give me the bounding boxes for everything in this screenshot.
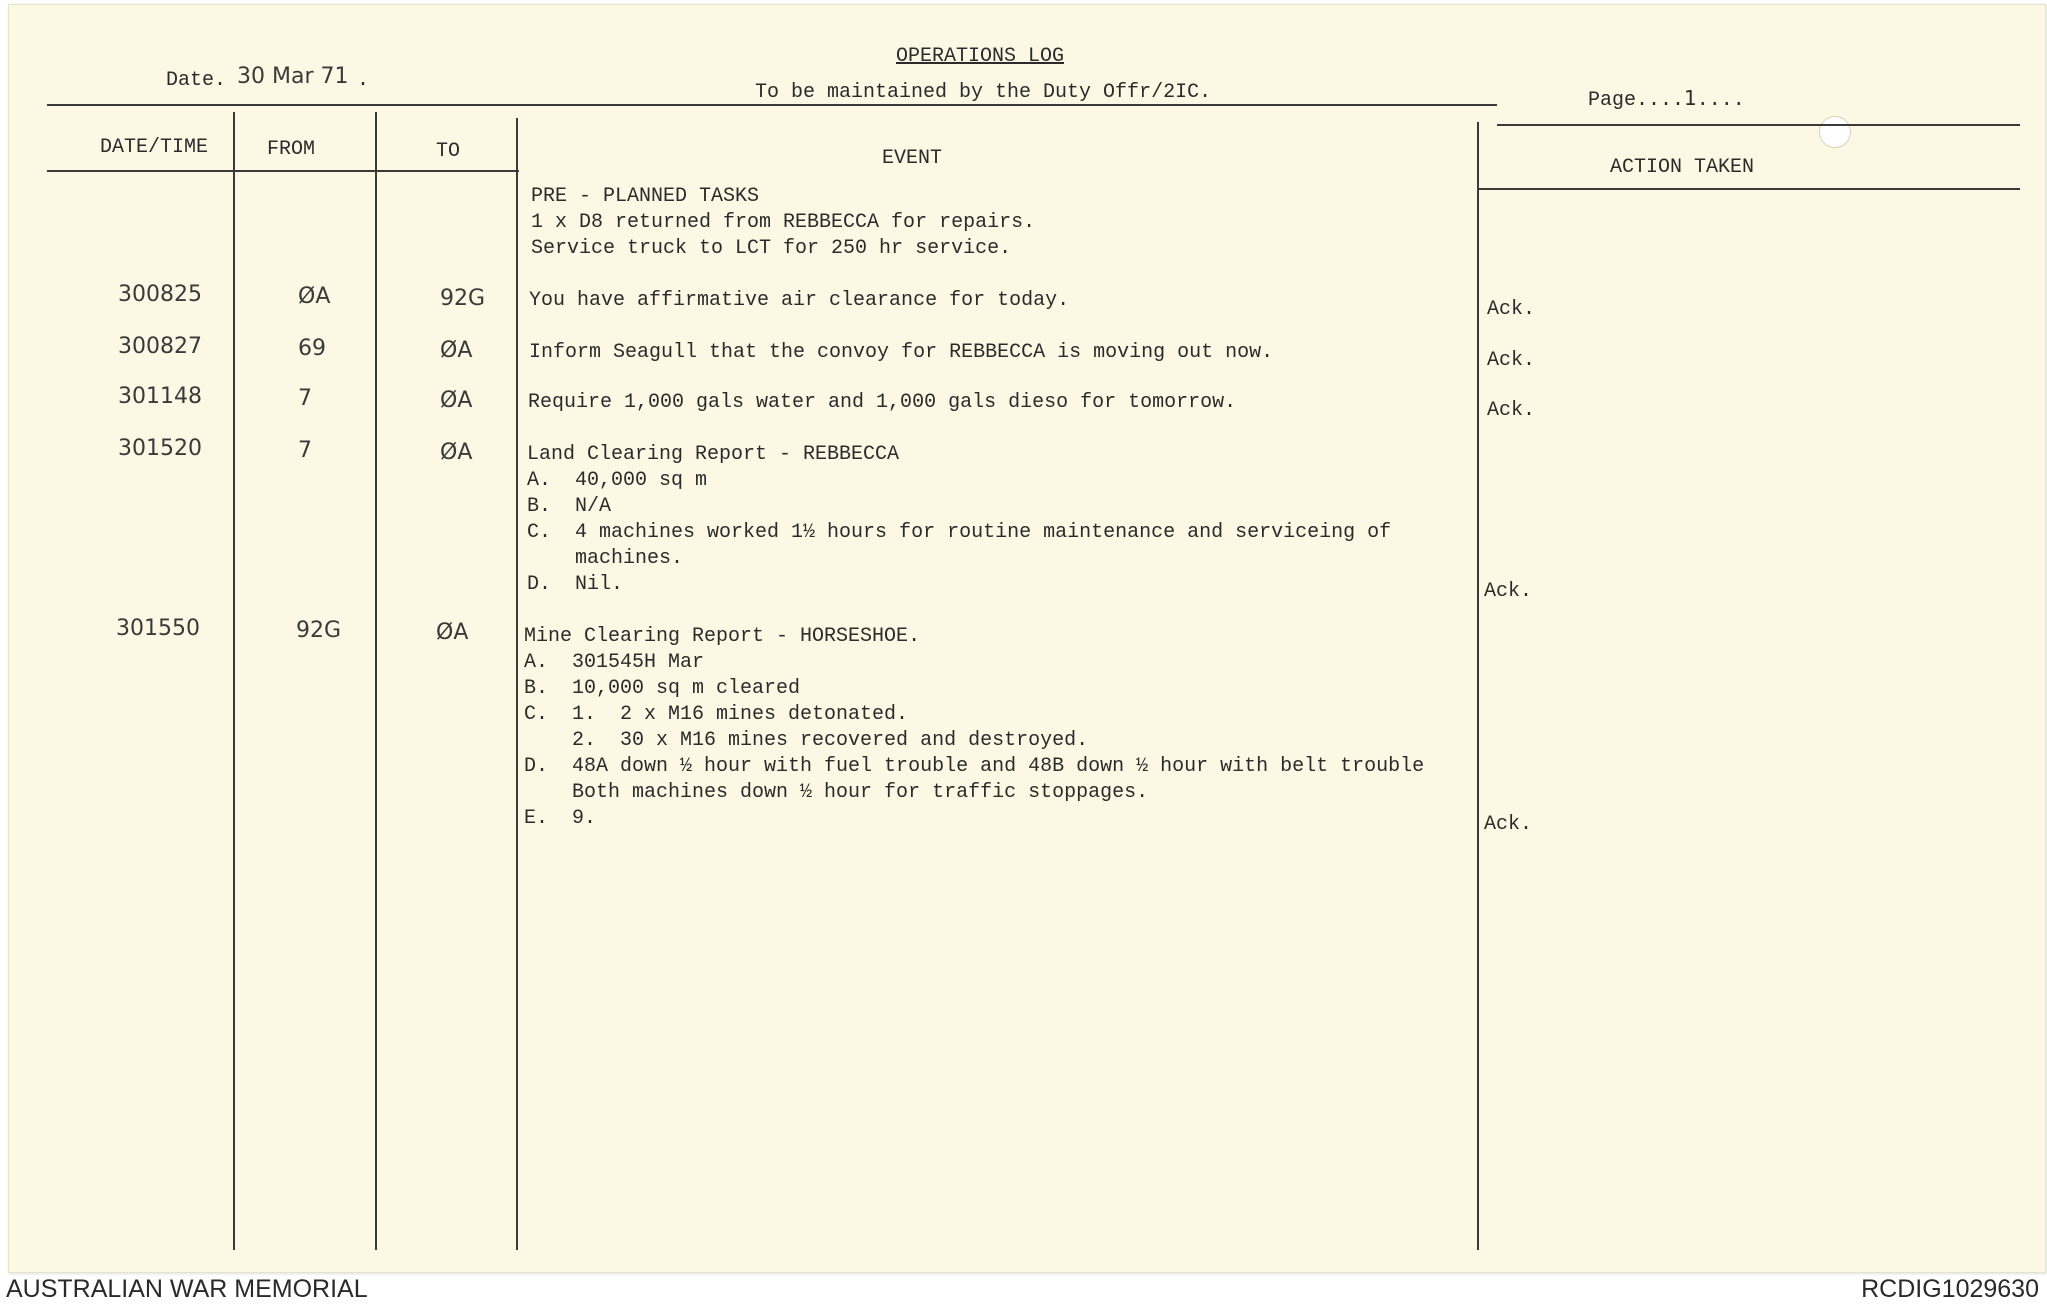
date-label: Date. <box>166 69 227 92</box>
entry-event-line: Require 1,000 gals water and 1,000 gals dieso for tomorrow. <box>528 391 1237 414</box>
entry-from: 7 <box>298 386 312 411</box>
entry-event-line: C. 4 machines worked 1½ hours for routine maintenance and serviceing of <box>527 521 1392 544</box>
entry-action: Ack. <box>1484 580 1533 603</box>
entry-event-line: Land Clearing Report - REBBECCA <box>527 443 900 466</box>
entry-event-line: D. 48A down ½ hour with fuel trouble and 48B down ½ hour with belt trouble <box>524 755 1425 778</box>
col-header-to: TO <box>436 140 461 163</box>
punch-hole <box>1819 116 1851 148</box>
entry-action: Ack. <box>1487 399 1536 422</box>
entry-to: ØA <box>440 338 473 363</box>
entry-datetime: 300825 <box>118 282 202 307</box>
entry-event-line: 2. 30 x M16 mines recovered and destroyed. <box>524 729 1089 752</box>
entry-event-line: You have affirmative air clearance for today. <box>529 289 1070 312</box>
entry-to: ØA <box>440 388 473 413</box>
entry-action: Ack. <box>1484 813 1533 836</box>
col-header-datetime: DATE/TIME <box>100 136 209 159</box>
entry-datetime: 301550 <box>116 616 200 641</box>
entry-to: ØA <box>436 620 469 645</box>
header-rule-right <box>1478 188 2020 190</box>
col-divider-1 <box>233 112 235 1250</box>
entry-event-line: C. 1. 2 x M16 mines detonated. <box>524 703 909 726</box>
page-title: OPERATIONS LOG <box>896 45 1065 68</box>
preplanned-line: 1 x D8 returned from REBBECCA for repairs. <box>531 211 1036 234</box>
top-rule-right <box>1497 124 2020 126</box>
header-rule-left <box>47 170 519 172</box>
col-divider-2 <box>375 112 377 1250</box>
entry-datetime: 300827 <box>118 334 202 359</box>
entry-from: 7 <box>298 438 312 463</box>
page-number-value: 1 <box>1684 86 1697 110</box>
footer-credit: AUSTRALIAN WAR MEMORIAL <box>6 1275 368 1303</box>
preplanned-line: PRE - PLANNED TASKS <box>531 185 760 208</box>
preplanned-line: Service truck to LCT for 250 hr service. <box>531 237 1012 260</box>
date-trail: . <box>357 69 370 92</box>
col-header-action: ACTION TAKEN <box>1610 156 1755 179</box>
col-divider-4 <box>1477 122 1479 1250</box>
col-header-from: FROM <box>267 138 316 161</box>
page-number-label: Page....1.... <box>1588 86 1745 112</box>
entry-to: 92G <box>440 286 486 311</box>
entry-event-line: B. 10,000 sq m cleared <box>524 677 801 700</box>
entry-from: 92G <box>296 618 342 643</box>
entry-event-line: Inform Seagull that the convoy for REBBECCA is moving out now. <box>529 341 1274 364</box>
entry-event-line: E. 9. <box>524 807 597 830</box>
entry-event-line: A. 301545H Mar <box>524 651 705 674</box>
page-subtitle: To be maintained by the Duty Offr/2IC. <box>755 81 1212 104</box>
date-value: 30 Mar 71 <box>237 64 349 89</box>
col-divider-3 <box>516 118 518 1250</box>
footer-id: RCDIG1029630 <box>1861 1275 2039 1303</box>
entry-from: ØA <box>298 284 331 309</box>
entry-event-line: D. Nil. <box>527 573 624 596</box>
entry-from: 69 <box>298 336 326 361</box>
entry-event-line: Mine Clearing Report - HORSESHOE. <box>524 625 921 648</box>
entry-datetime: 301520 <box>118 436 202 461</box>
entry-to: ØA <box>440 440 473 465</box>
entry-action: Ack. <box>1487 298 1536 321</box>
top-rule-left <box>47 104 1497 106</box>
entry-event-line: B. N/A <box>527 495 612 518</box>
entry-datetime: 301148 <box>118 384 202 409</box>
entry-event-line: A. 40,000 sq m <box>527 469 708 492</box>
entry-event-line: machines. <box>527 547 684 570</box>
entry-event-line: Both machines down ½ hour for traffic stoppages. <box>524 781 1149 804</box>
entry-action: Ack. <box>1487 349 1536 372</box>
col-header-event: EVENT <box>882 147 943 170</box>
